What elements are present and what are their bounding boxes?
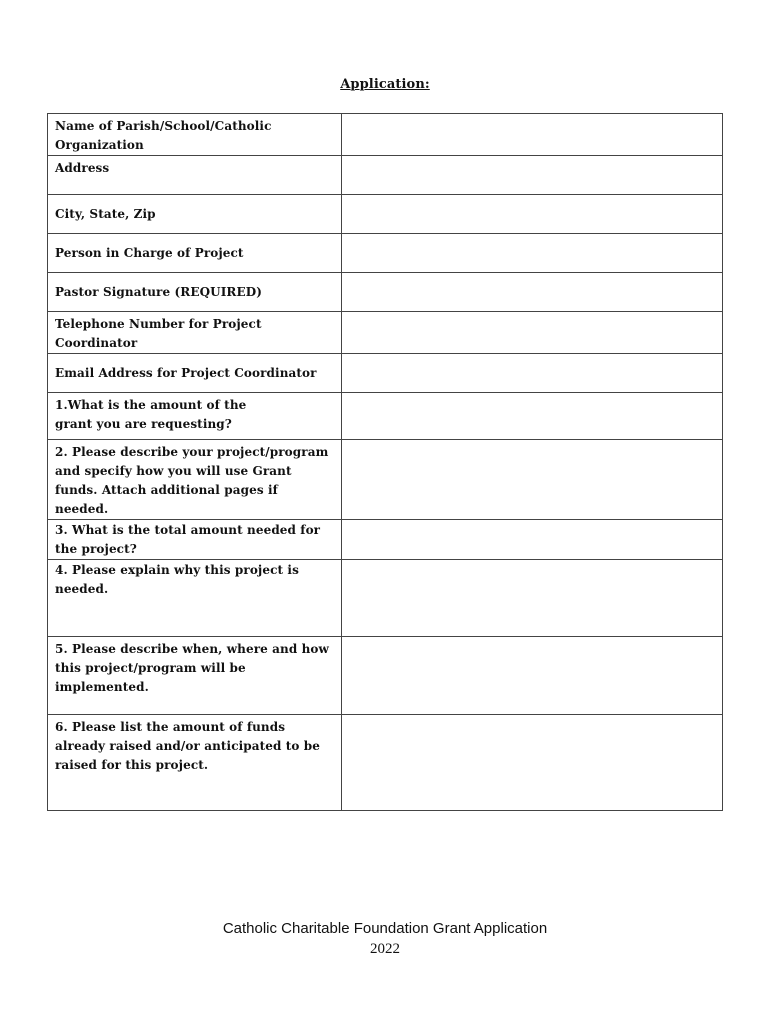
table-row	[48, 715, 723, 811]
field-label-project-need: 4. Please explain why this project is needed.	[48, 560, 342, 637]
footer-title: Catholic Charitable Foundation Grant Application	[222, 920, 548, 937]
field-label-organization-name: Name of Parish/School/Catholic Organization	[48, 114, 342, 156]
table-row	[48, 312, 723, 354]
table-row	[48, 195, 723, 234]
table-row	[48, 354, 723, 393]
field-label-project-description: 2. Please describe your project/program and specify how you will use Grant funds. Attach additional pages if needed.	[48, 440, 342, 520]
field-label-telephone: Telephone Number for Project Coordinator	[48, 312, 342, 354]
table-row	[48, 637, 723, 715]
field-input-grant-amount[interactable]	[342, 393, 723, 440]
table-row	[48, 114, 723, 156]
table-row	[48, 234, 723, 273]
table-row	[48, 520, 723, 560]
field-input-organization-name[interactable]	[342, 114, 723, 156]
field-label-total-amount: 3. What is the total amount needed for the project?	[48, 520, 342, 560]
field-input-person-in-charge[interactable]	[342, 234, 723, 273]
table-row	[48, 273, 723, 312]
field-label-email: Email Address for Project Coordinator	[48, 354, 342, 393]
field-input-telephone[interactable]	[342, 312, 723, 354]
field-label-pastor-signature: Pastor Signature (REQUIRED)	[48, 273, 342, 312]
field-input-project-description[interactable]	[342, 440, 723, 520]
field-label-person-in-charge: Person in Charge of Project	[48, 234, 342, 273]
field-label-implementation: 5. Please describe when, where and how this project/program will be implemented.	[48, 637, 342, 715]
application-form-table	[47, 113, 723, 811]
field-input-funds-raised[interactable]	[342, 715, 723, 811]
page-footer	[0, 918, 770, 960]
page-title: Application:	[340, 77, 430, 92]
table-row	[48, 156, 723, 195]
table-row	[48, 560, 723, 637]
footer-year: 2022	[370, 941, 400, 957]
field-label-address: Address	[48, 156, 342, 195]
field-input-address[interactable]	[342, 156, 723, 195]
field-input-pastor-signature[interactable]	[342, 273, 723, 312]
field-input-project-need[interactable]	[342, 560, 723, 637]
field-input-email[interactable]	[342, 354, 723, 393]
table-row	[48, 440, 723, 520]
field-label-city-state-zip: City, State, Zip	[48, 195, 342, 234]
field-label-funds-raised: 6. Please list the amount of funds already raised and/or anticipated to be raised for this project.	[48, 715, 342, 811]
field-input-implementation[interactable]	[342, 637, 723, 715]
field-input-total-amount[interactable]	[342, 520, 723, 560]
field-label-grant-amount: 1.What is the amount of the grant you are requesting?	[48, 393, 342, 440]
table-row	[48, 393, 723, 440]
field-input-city-state-zip[interactable]	[342, 195, 723, 234]
